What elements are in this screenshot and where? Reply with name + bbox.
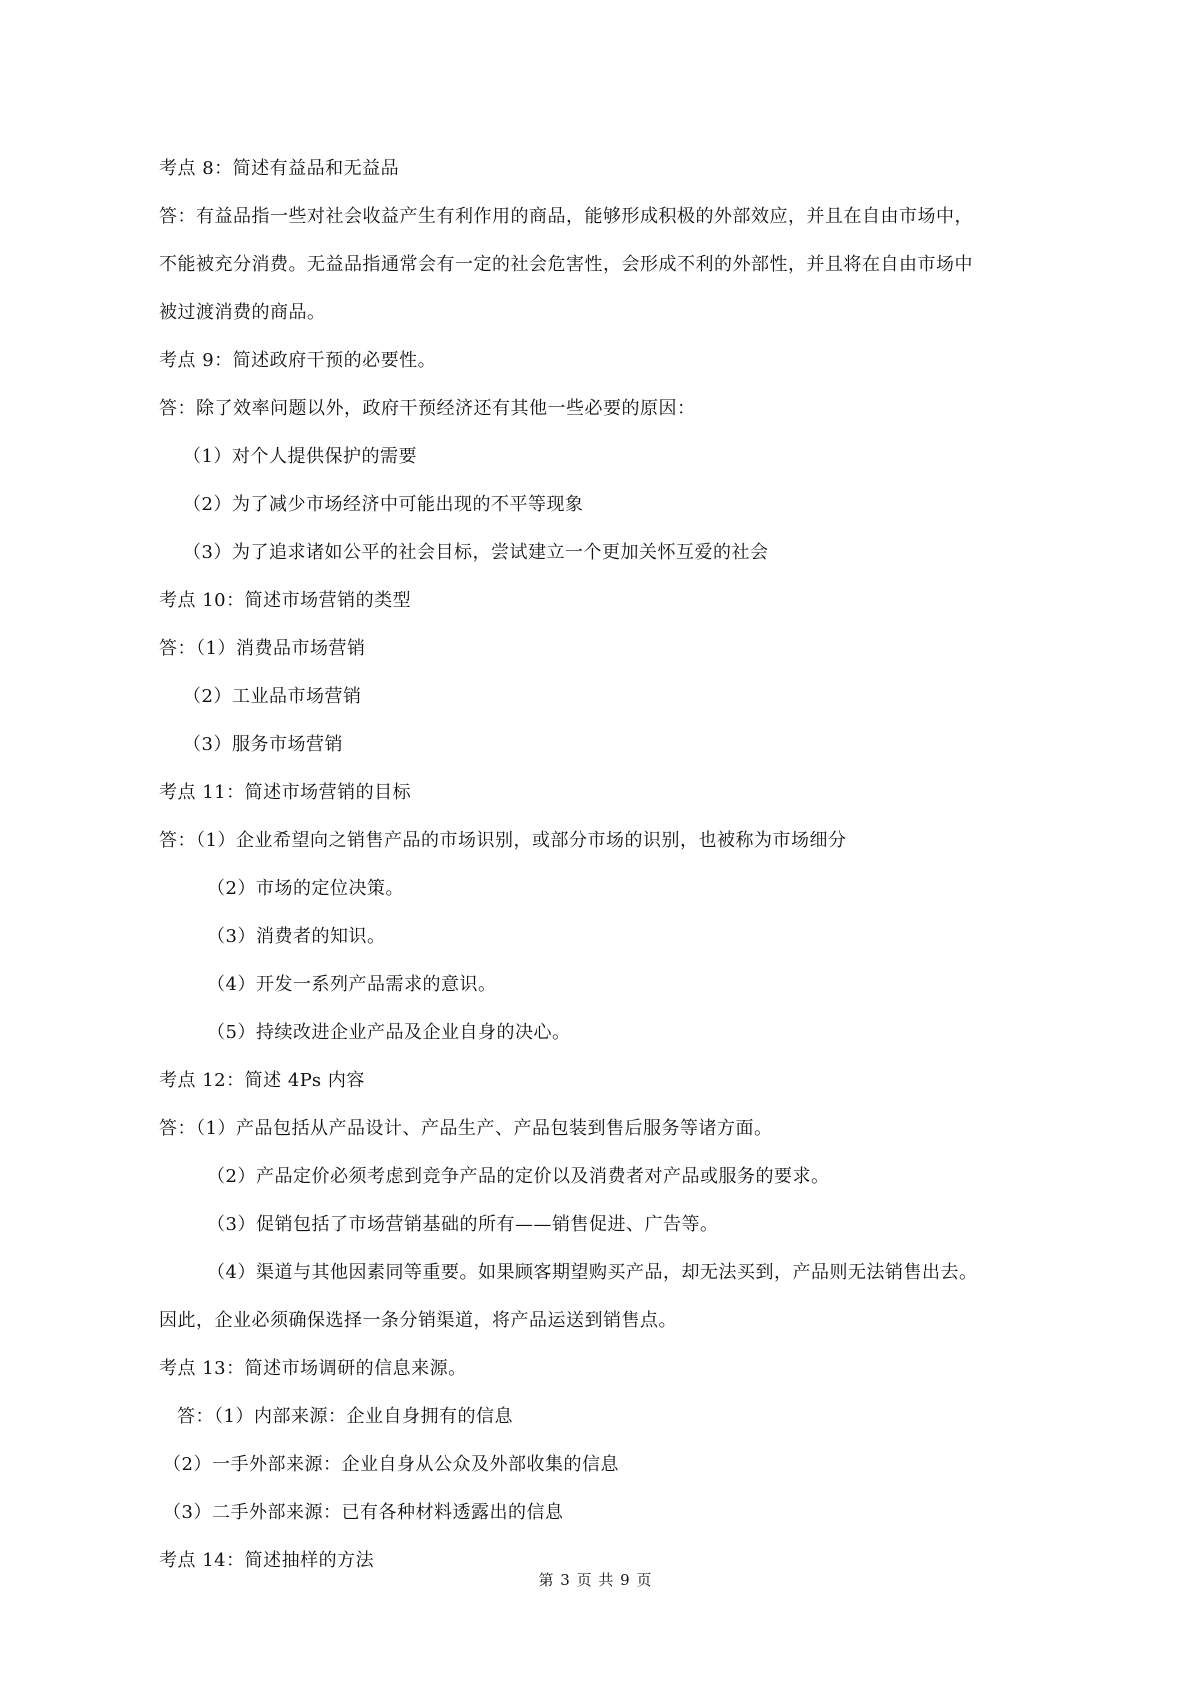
answer-text: 答：（1）产品包括从产品设计、产品生产、产品包装到售后服务等诸方面。 (159, 1118, 773, 1139)
answer-text: 因此，企业必须确保选择一条分销渠道，将产品运送到销售点。 (159, 1310, 677, 1331)
list-item: （3）消费者的知识。 (207, 926, 386, 947)
list-item: （2）市场的定位决策。 (207, 878, 404, 899)
answer-text: 被过渡消费的商品。 (159, 302, 326, 323)
list-item: （4）开发一系列产品需求的意识。 (207, 974, 497, 995)
list-item: （3）促销包括了市场营销基础的所有——销售促进、广告等。 (207, 1214, 719, 1235)
answer-text: 答：（1）内部来源：企业自身拥有的信息 (177, 1406, 513, 1427)
heading-point-11: 考点 11：简述市场营销的目标 (159, 782, 412, 803)
heading-point-10: 考点 10：简述市场营销的类型 (159, 590, 412, 611)
heading-point-14: 考点 14：简述抽样的方法 (159, 1550, 375, 1571)
heading-point-8: 考点 8：简述有益品和无益品 (159, 158, 400, 179)
answer-text: 不能被充分消费。无益品指通常会有一定的社会危害性，会形成不利的外部性，并且将在自由市场中 (159, 254, 973, 275)
list-item: （5）持续改进企业产品及企业自身的决心。 (207, 1022, 571, 1043)
heading-point-12: 考点 12：简述 4Ps 内容 (159, 1070, 365, 1091)
answer-text: 答：除了效率问题以外，政府干预经济还有其他一些必要的原因： (159, 398, 696, 419)
list-item: （1）对个人提供保护的需要 (183, 446, 417, 467)
answer-text: 答：（1）消费品市场营销 (159, 638, 366, 659)
answer-text: 答：有益品指一些对社会收益产生有利作用的商品，能够形成积极的外部效应，并且在自由市场中， (159, 206, 973, 227)
heading-point-9: 考点 9：简述政府干预的必要性。 (159, 350, 437, 371)
answer-text: 答：（1）企业希望向之销售产品的市场识别，或部分市场的识别，也被称为市场细分 (159, 830, 847, 851)
heading-point-13: 考点 13：简述市场调研的信息来源。 (159, 1358, 467, 1379)
list-item: （2）产品定价必须考虑到竞争产品的定价以及消费者对产品或服务的要求。 (207, 1166, 830, 1187)
list-item: （2）一手外部来源：企业自身从公众及外部收集的信息 (163, 1454, 619, 1475)
list-item: （4）渠道与其他因素同等重要。如果顾客期望购买产品，却无法买到，产品则无法销售出去。 (207, 1262, 978, 1283)
list-item: （2）为了减少市场经济中可能出现的不平等现象 (183, 494, 584, 515)
page-footer: 第 3 页 共 9 页 (538, 1571, 653, 1589)
list-item: （3）为了追求诸如公平的社会目标，尝试建立一个更加关怀互爱的社会 (183, 542, 769, 563)
list-item: （3）二手外部来源：已有各种材料透露出的信息 (163, 1502, 564, 1523)
list-item: （3）服务市场营销 (183, 734, 343, 755)
list-item: （2）工业品市场营销 (183, 686, 362, 707)
